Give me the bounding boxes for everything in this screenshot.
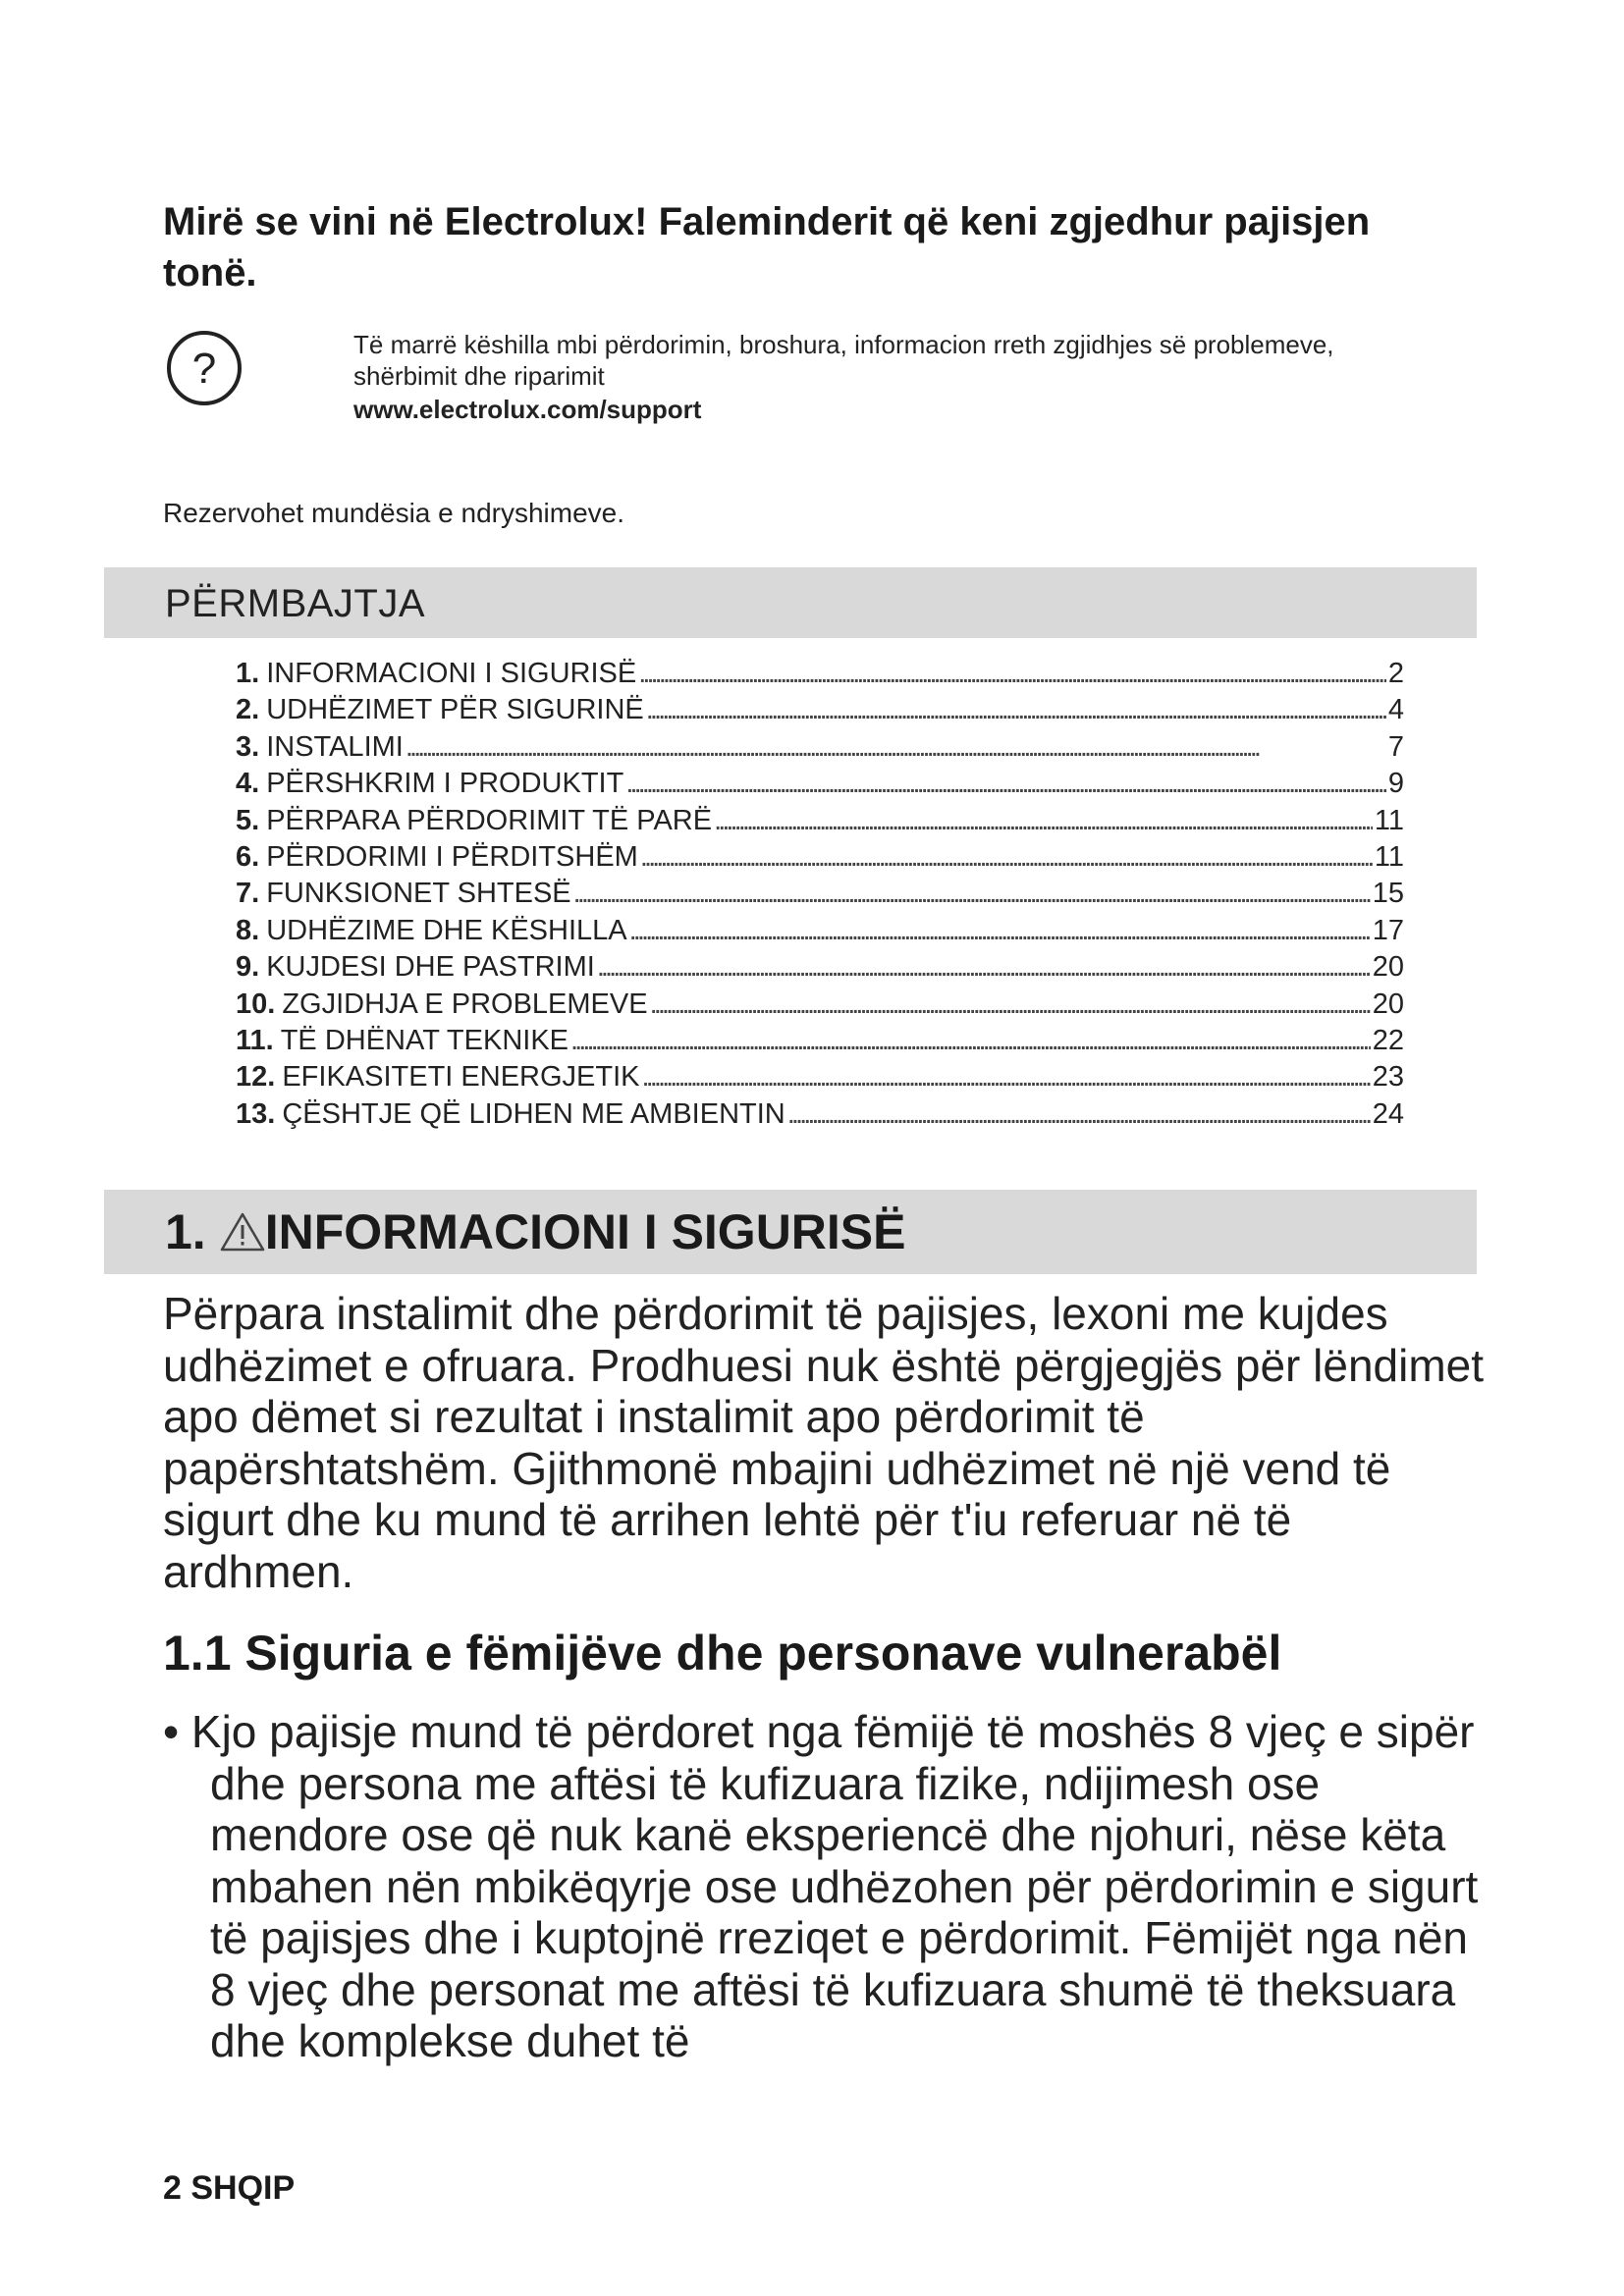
toc-item-page: 20 bbox=[1372, 988, 1404, 1020]
toc-item-page: 24 bbox=[1372, 1097, 1404, 1130]
toc-item-label: KUJDESI DHE PASTRIMI bbox=[266, 951, 595, 984]
svg-text:?: ? bbox=[191, 345, 217, 393]
toc-item-label: FUNKSIONET SHTESË bbox=[266, 878, 571, 910]
toc-item-number: 6. bbox=[236, 841, 260, 874]
toc-item[interactable] bbox=[236, 656, 1404, 692]
toc-item[interactable] bbox=[236, 987, 1404, 1023]
toc-item[interactable] bbox=[236, 1096, 1404, 1133]
toc-item-label: PËRPARA PËRDORIMIT TË PARË bbox=[266, 804, 713, 836]
toc-item-page: 17 bbox=[1372, 914, 1404, 946]
toc-item-label: ÇËSHTJE QË LIDHEN ME AMBIENTIN bbox=[282, 1097, 785, 1130]
toc-leader-dots bbox=[597, 949, 1371, 986]
toc-item-number: 2. bbox=[236, 694, 260, 726]
toc-item-number: 11. bbox=[236, 1025, 274, 1057]
toc-item-label: TË DHËNAT TEKNIKE bbox=[280, 1025, 569, 1057]
toc-item-number: 5. bbox=[236, 804, 260, 836]
toc-item-number: 9. bbox=[236, 951, 260, 984]
toc-item-number: 8. bbox=[236, 914, 260, 946]
toc-leader-dots bbox=[646, 692, 1386, 728]
toc-leader-dots bbox=[638, 656, 1386, 692]
toc-item-number: 1. bbox=[236, 658, 260, 689]
section-title: INFORMACIONI I SIGURISË bbox=[264, 1204, 906, 1259]
toc-item-label: EFIKASITETI ENERGJETIK bbox=[282, 1061, 640, 1094]
bullet-text: Kjo pajisje mund të përdoret nga fëmijë të moshës 8 vjeç e sipër dhe persona me aftësi të kufizuara fizike, ndijimesh ose mendore ose që nuk kanë eksperiencë dhe njohuri, nëse këta mbahen nën mbikëqyrje ose udhëzohen për përdorimin e sigurt të pajisjes dhe i kuptojnë rreziqet e përdorimit. Fëmijët nga nën 8 vjeç dhe personat me aftësi të kufizuara shumë të theksuara dhe komplekse duhet të bbox=[190, 1706, 1479, 2066]
toc-item-page: 15 bbox=[1372, 878, 1404, 910]
toc-item-number: 13. bbox=[236, 1097, 276, 1130]
toc-item-page: 20 bbox=[1372, 951, 1404, 984]
support-info bbox=[353, 329, 1335, 425]
toc-leader-dots bbox=[640, 839, 1373, 876]
toc-leader-dots bbox=[406, 729, 1386, 766]
toc-item-page: 9 bbox=[1387, 768, 1404, 800]
subsection-heading: 1.1 Siguria e fëmijëve dhe personave vulnerabël bbox=[163, 1626, 1282, 1681]
toc-item[interactable] bbox=[236, 913, 1404, 949]
toc-leader-dots bbox=[650, 987, 1371, 1023]
toc-item[interactable] bbox=[236, 766, 1404, 802]
toc-leader-dots bbox=[625, 766, 1386, 802]
toc-item[interactable] bbox=[236, 803, 1404, 839]
toc-item-label: UDHËZIME DHE KËSHILLA bbox=[266, 914, 627, 946]
table-of-contents bbox=[236, 656, 1404, 1133]
toc-leader-dots bbox=[570, 1023, 1371, 1059]
toc-title: PËRMBAJTJA bbox=[165, 582, 426, 625]
toc-item-label: PËRDORIMI I PËRDITSHËM bbox=[266, 841, 638, 874]
toc-item[interactable] bbox=[236, 1023, 1404, 1059]
toc-item-label: INSTALIMI bbox=[266, 730, 404, 763]
toc-leader-dots bbox=[573, 876, 1371, 912]
bullet-item bbox=[163, 1706, 1489, 2067]
toc-item-page: 4 bbox=[1387, 694, 1404, 726]
toc-item[interactable] bbox=[236, 692, 1404, 728]
warning-triangle-icon bbox=[220, 1211, 265, 1253]
safety-intro-paragraph: Përpara instalimit dhe përdorimit të pajisjes, lexoni me kujdes udhëzimet e ofruara. Prodhuesi nuk është përgjegjës për lëndimet apo dëmet si rezultat i instalimit apo përdorimit të papërshtatshëm. Gjithmonë mbajini udhëzimet në një vend të sigurt dhe ku mund të arrihen lehtë për t'iu referuar në të ardhmen. bbox=[163, 1288, 1485, 1597]
toc-leader-dots bbox=[787, 1096, 1371, 1133]
toc-item[interactable] bbox=[236, 729, 1404, 766]
toc-item-number: 4. bbox=[236, 768, 260, 800]
rights-reserved-note: Rezervohet mundësia e ndryshimeve. bbox=[163, 498, 625, 528]
toc-item-number: 10. bbox=[236, 988, 276, 1020]
toc-item-page: 23 bbox=[1372, 1061, 1404, 1094]
toc-leader-dots bbox=[642, 1059, 1371, 1095]
toc-item-number: 12. bbox=[236, 1061, 276, 1094]
toc-item-page: 11 bbox=[1374, 841, 1404, 874]
section-1-heading bbox=[165, 1203, 906, 1260]
toc-item[interactable] bbox=[236, 1059, 1404, 1095]
toc-item-label: INFORMACIONI I SIGURISË bbox=[266, 658, 637, 689]
toc-leader-dots bbox=[629, 913, 1371, 949]
toc-item[interactable] bbox=[236, 876, 1404, 912]
toc-item-label: ZGJIDHJA E PROBLEMEVE bbox=[282, 988, 648, 1020]
toc-item-label: PËRSHKRIM I PRODUKTIT bbox=[266, 768, 624, 800]
toc-item-number: 7. bbox=[236, 878, 260, 910]
toc-item-label: UDHËZIMET PËR SIGURINË bbox=[266, 694, 644, 726]
toc-item[interactable] bbox=[236, 839, 1404, 876]
toc-leader-dots bbox=[714, 803, 1373, 839]
toc-item-page: 11 bbox=[1374, 804, 1404, 836]
bullet-marker: • bbox=[163, 1706, 180, 1757]
welcome-heading: Mirë se vini në Electrolux! Faleminderit që keni zgjedhur pajisjen tonë. bbox=[163, 200, 1371, 294]
question-circle-icon bbox=[165, 329, 244, 407]
toc-item-page: 7 bbox=[1387, 730, 1404, 763]
toc-item-number: 3. bbox=[236, 730, 260, 763]
support-url[interactable]: www.electrolux.com/support bbox=[353, 395, 702, 424]
toc-item[interactable] bbox=[236, 949, 1404, 986]
support-description: Të marrë këshilla mbi përdorimin, broshura, informacion rreth zgjidhjes së problemeve, shërbimit dhe riparimit bbox=[353, 330, 1334, 391]
toc-item-page: 22 bbox=[1372, 1025, 1404, 1057]
toc-item-page: 2 bbox=[1387, 658, 1404, 689]
page-footer: 2 SHQIP bbox=[163, 2169, 296, 2207]
section-number: 1. bbox=[165, 1204, 206, 1259]
